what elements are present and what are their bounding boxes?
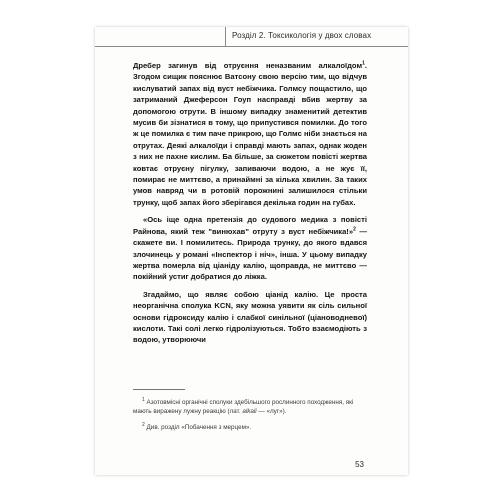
chapter-title: Розділ 2. Токсикологія у двох словах [232, 31, 372, 40]
paragraph-text-cont: . Згодом сищик пояснює Ватсону свою версію тим, що відчув кислуватий запах від вуст небіжчика. Голмсу пощастило, що затриманий Джеферсон Гоуп насправді вбив жертву за допомогою отрути. В іншому випадку знаменитий детектив мусив би зізнатися в тому, що припустився помилки. До того ж це помилка є тим паче прикрою, що Голмс ніби знається на отрутах. Деякі алкалоїди і справді мають запах, однак жоден з них не пахне кислим. Ба більше, за сюжетом повісті жертва ковтає отруєну пігулку, запиваючи водою, а не жує її, помирає не миттєво, а принаймні за кілька хвилин. За таких умов навряд чи в ротовій порожнині залишилося стільки трунку, щоб запах його зберігався декілька годин на губах. [133, 61, 367, 207]
paragraph-text: Дребер загинув від отруєння неназваним алкалоїдом [133, 61, 363, 70]
paragraph [133, 214, 367, 282]
paragraph [133, 60, 367, 208]
footnote-text: Див. розділ «Побачення з мерцем». [146, 423, 252, 431]
footnote-ref[interactable]: 1 [362, 60, 365, 67]
footnote-text-cont: — «луг»). [256, 408, 287, 416]
footnote-emphasis: alkali [242, 408, 257, 416]
paragraph-text: Згадаймо, що являє собою ціанід калію. Це проста неорганічна сполука KCN, яку можна уявити як сіль сильної основи гідроксиду калію і слабкої синільної (ціановодневої) кислоти. Такі солі легко гідролізуються. Тобто взаємодіють з водою, утворюючи [133, 289, 367, 345]
header-divider [225, 27, 226, 46]
footnotes [133, 398, 365, 438]
footnote [133, 423, 365, 432]
paragraph-text: «Ось іще одна претензія до судового медика з повісті Райнова, який теж "винюхав" отруту з вуст небіжчика!» [133, 215, 367, 236]
paragraph [133, 289, 367, 346]
page-number: 53 [355, 460, 364, 469]
footnote-mark: 1 [142, 396, 145, 403]
running-header [95, 27, 408, 47]
footnote-divider [133, 389, 185, 390]
book-page [95, 27, 408, 475]
footnote [133, 398, 365, 417]
footnote-text: Азотовмісні органічні сполуки здебільшого рослинного походження, які мають виражену лужну реакцію (лат. [133, 399, 354, 416]
paragraph-text-cont: — скажете ви. І помилитесь. Природа трунку, до якого вдався злочинець у романі «Інспектор і ніч», інша. У цьому випадку жертва померла від ціаніду калію, щоправда, не миттєво — покійний устиг добратися до ліжка. [133, 226, 367, 282]
footnote-mark: 2 [142, 421, 145, 428]
main-text [133, 60, 367, 352]
footnote-ref[interactable]: 2 [353, 226, 356, 233]
